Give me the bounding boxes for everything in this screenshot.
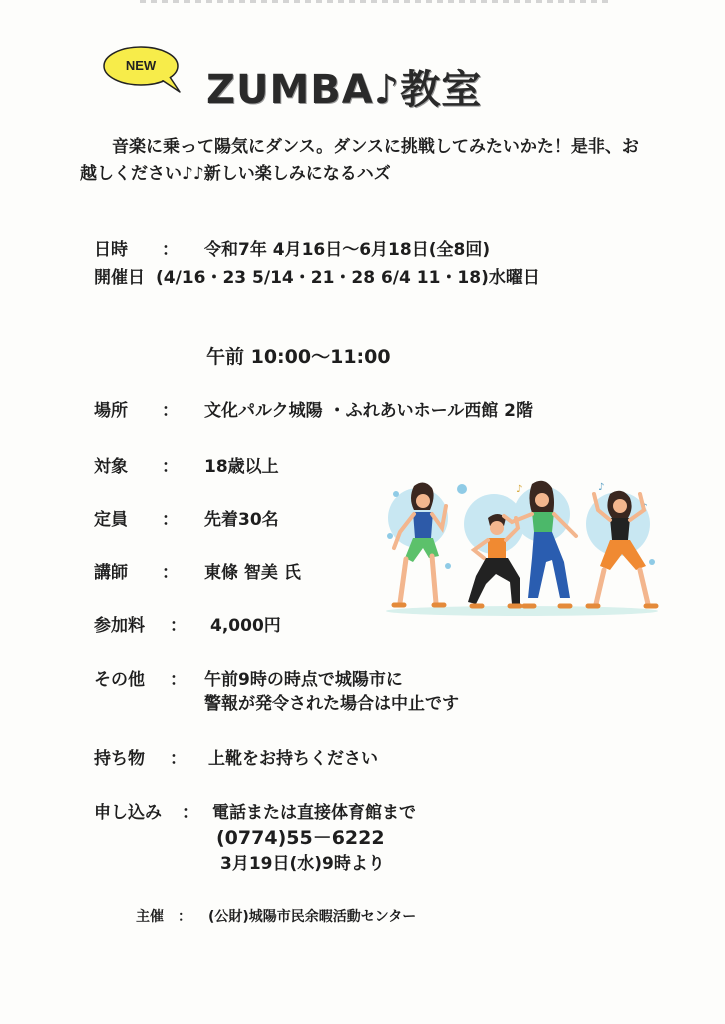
other-colon: ： (170, 670, 187, 690)
svg-text:♪: ♪ (516, 484, 523, 495)
apply-phone: (0774)55－6222 (216, 827, 385, 849)
apply-colon: ： (182, 803, 199, 823)
apply-value-1: 電話または直接体育館まで (212, 803, 416, 823)
svg-text:♪: ♪ (642, 503, 648, 513)
target-colon: ： (162, 457, 179, 477)
instructor-label: 講師 (94, 563, 128, 583)
other-label: その他 (94, 670, 145, 690)
capacity-label: 定員 (94, 510, 128, 530)
svg-text:♪: ♪ (598, 482, 605, 493)
new-badge-text: NEW (125, 58, 157, 73)
dancers-icon (382, 474, 662, 619)
place-value: 文化パルク城陽 ・ふれあいホール西館 2階 (204, 401, 533, 421)
other-value-1: 午前9時の時点で城陽市に (204, 670, 403, 690)
time-value: 午前 10:00～11:00 (206, 346, 391, 368)
date-label: 日時 (94, 240, 128, 260)
fee-colon: ： (170, 616, 187, 636)
intro-text: 音楽に乗って陽気にダンス。ダンスに挑戦してみたいかた！是非、お越しください♪♪新しい楽しみになるハズ (80, 137, 639, 184)
target-label: 対象 (94, 457, 128, 477)
place-label: 場所 (94, 401, 128, 421)
capacity-colon: ： (162, 510, 179, 530)
organizer-colon: ： (178, 909, 192, 925)
days-label: 開催日 (94, 268, 145, 288)
items-colon: ： (170, 749, 187, 769)
apply-label: 申し込み (94, 803, 162, 823)
fee-value: 4,000円 (210, 616, 281, 636)
apply-start: 3月19日(水)9時より (220, 854, 385, 874)
instructor-value: 東條 智美 氏 (204, 563, 301, 583)
fee-label: 参加料 (94, 616, 145, 636)
organizer-label: 主催 (136, 909, 164, 925)
dancers-illustration (382, 474, 662, 619)
items-value: 上靴をお持ちください (208, 749, 378, 769)
instructor-colon: ： (162, 563, 179, 583)
days-value: (4/16・23 5/14・21・28 6/4 11・18)水曜日 (156, 268, 540, 288)
other-value-2: 警報が発令された場合は中止です (204, 694, 459, 714)
page-title: ZUMBA♪教室 (206, 67, 483, 113)
date-colon: ： (162, 240, 179, 260)
new-badge (102, 44, 186, 96)
scan-artifact (140, 0, 610, 3)
date-value: 令和7年 4月16日～6月18日(全8回) (204, 240, 491, 260)
capacity-value: 先着30名 (204, 510, 279, 530)
items-label: 持ち物 (94, 749, 145, 769)
organizer-value: (公財)城陽市民余暇活動センター (208, 909, 417, 925)
place-colon: ： (162, 401, 179, 421)
target-value: 18歳以上 (204, 457, 279, 477)
